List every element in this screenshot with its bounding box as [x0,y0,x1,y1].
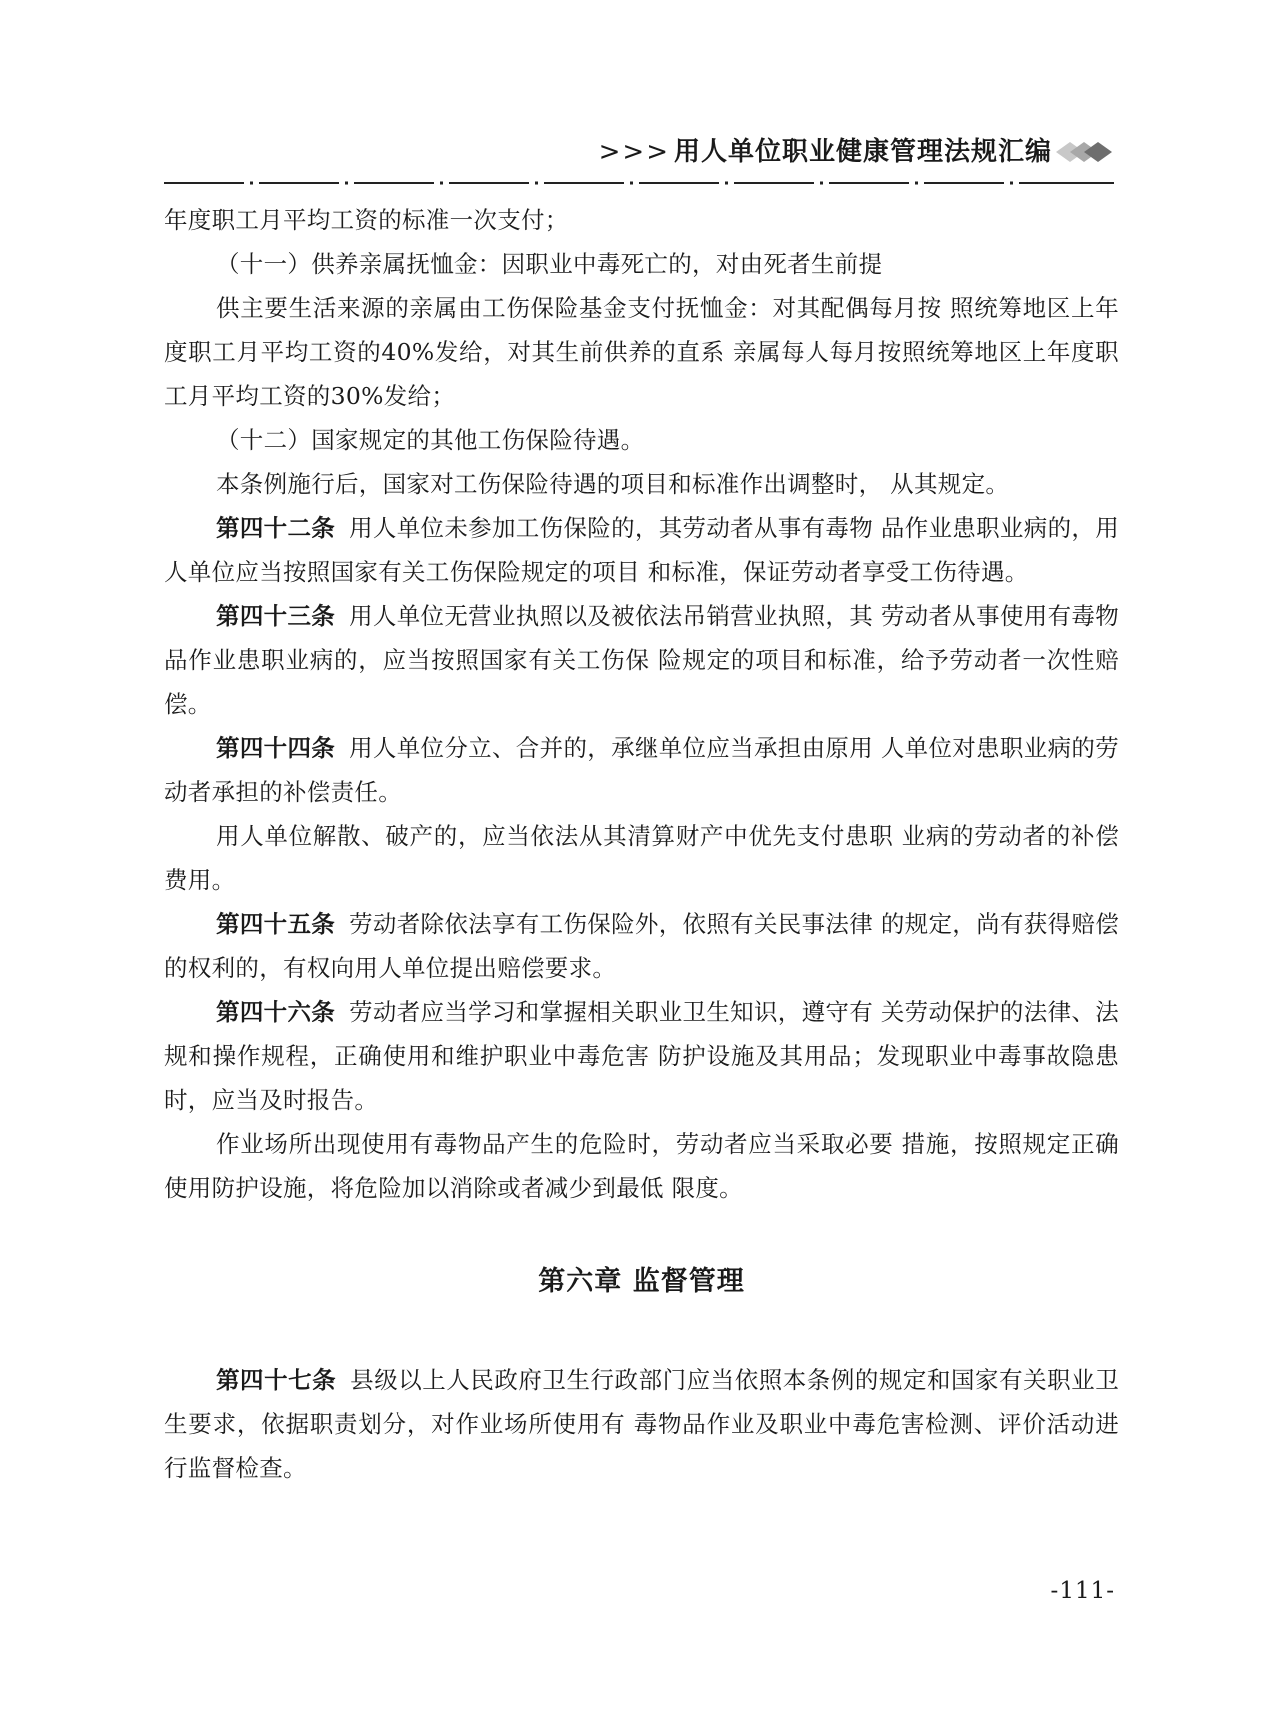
paragraph-text: （十一）供养亲属抚恤金：因职业中毒死亡的，对由死者生前提 [216,250,883,278]
paragraph [164,594,1119,726]
paragraph-text: 年度职工月平均工资的标准一次支付； [164,206,569,234]
paragraph [164,902,1119,990]
diamond-ornament-icon [1054,140,1114,164]
paragraph [164,726,1119,814]
paragraph [164,506,1119,594]
header-title-text: 用人单位职业健康管理法规汇编 [673,137,1052,167]
paragraph [164,990,1119,1122]
paragraph-text: 用人单位解散、破产的，应当依法从其清算财产中优先支付患职 业病的劳动者的补偿费用。 [164,822,1119,894]
article-number: 第四十三条 [216,602,336,630]
article-number: 第四十六条 [216,998,336,1026]
paragraph [164,1358,1119,1490]
paragraph-text: 用人单位分立、合并的，承继单位应当承担由原用 人单位对患职业病的劳动者承担的补偿责任。 [164,734,1120,806]
paragraph [164,242,1119,286]
paragraph-text: 作业场所出现使用有毒物品产生的危险时，劳动者应当采取必要 措施，按照规定正确使用防护设施，将危险加以消除或者减少到最低 限度。 [164,1130,1119,1202]
paragraph [164,286,1119,418]
article-number: 第四十四条 [216,734,336,762]
page-number: -111- [1050,1578,1115,1604]
section-bottom [164,1358,1119,1490]
running-header [164,134,1114,170]
paragraph [164,462,1119,506]
paragraph-text: 供主要生活来源的亲属由工伤保险基金支付抚恤金：对其配偶每月按 照统筹地区上年度职工月平均工资的40%发给，对其生前供养的直系 亲属每人每月按照统筹地区上年度职工月平均工资的30%发给； [164,294,1119,410]
paragraph-text: 本条例施行后，国家对工伤保险待遇的项目和标准作出调整时， 从其规定。 [216,470,1010,498]
article-number: 第四十二条 [216,514,336,542]
chapter-title: 第六章 监督管理 [538,1266,745,1297]
paragraph-text: 县级以上人民政府卫生行政部门应当依照本条例的规定和国家有关职业卫生要求，依据职责划分，对作业场所使用有 毒物品作业及职业中毒危害检测、评价活动进行监督检查。 [164,1366,1119,1482]
header-rule [164,180,1114,186]
header-arrows: >>> [598,137,670,167]
paragraph-text: 用人单位未参加工伤保险的，其劳动者从事有毒物 品作业患职业病的，用人单位应当按照国家有关工伤保险规定的项目 和标准，保证劳动者享受工伤待遇。 [164,514,1120,586]
paragraph [164,814,1119,902]
paragraph [164,418,1119,462]
paragraph-text: （十二）国家规定的其他工伤保险待遇。 [216,426,645,454]
article-number: 第四十五条 [216,910,336,938]
paragraph [164,1122,1119,1210]
section-top [164,198,1119,1210]
paragraph [164,198,1119,242]
paragraph-text: 用人单位无营业执照以及被依法吊销营业执照，其 劳动者从事使用有毒物品作业患职业病的，应当按照国家有关工伤保 险规定的项目和标准，给予劳动者一次性赔偿。 [164,602,1120,718]
paragraph-text: 劳动者应当学习和掌握相关职业卫生知识，遵守有 关劳动保护的法律、法规和操作规程，正确使用和维护职业中毒危害 防护设施及其用品；发现职业中毒事故隐患时，应当及时报告。 [164,998,1120,1114]
page-body [164,198,1119,1490]
paragraph-text: 劳动者除依法享有工伤保险外，依照有关民事法律 的规定，尚有获得赔偿的权利的，有权向用人单位提出赔偿要求。 [164,910,1120,982]
article-number: 第四十七条 [216,1366,337,1394]
header-title [599,134,1052,170]
